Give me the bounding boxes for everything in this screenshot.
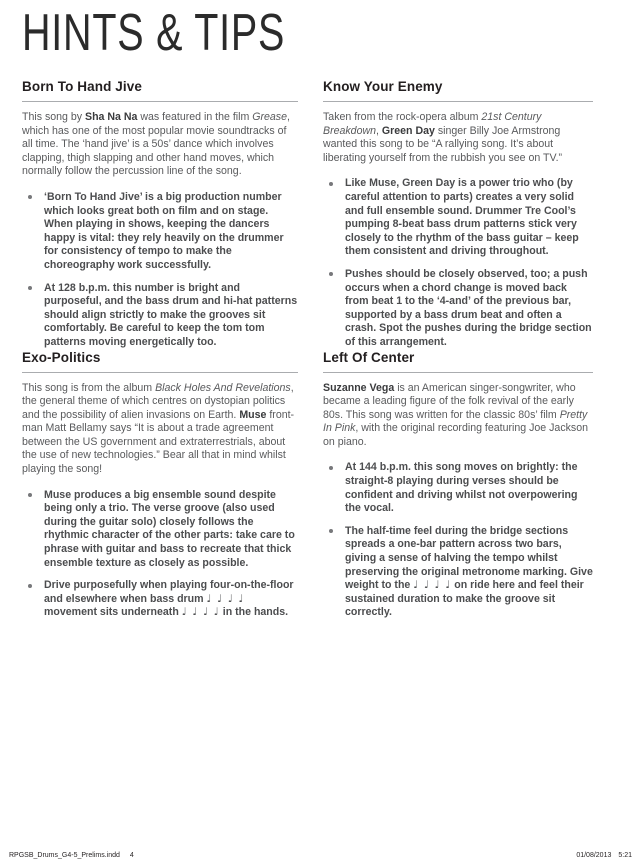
text-segment: Black Holes And Revelations <box>155 381 291 394</box>
text-segment: was featured in the film <box>137 111 253 123</box>
bullet-dot <box>329 272 333 276</box>
text-segment: , <box>376 124 382 137</box>
text-segment: 21st Century Breakdown <box>323 111 542 137</box>
text-segment: Drive purposefully when playing four-on-the-floor and elsewhere when bass drum <box>44 579 294 605</box>
bullet-item <box>323 461 593 515</box>
bullet-item <box>323 525 593 620</box>
bullet-text <box>345 461 578 514</box>
text-segment: Like Muse, Green Day is a power trio who (by careful attention to parts) creates a very solid and full ensemble sound. Drummer Tre Cool’s pumping 8-beat bass drum patterns stick very closely to the rhythm of the bass guitar – keep them consistent and driving throughout. <box>345 177 579 258</box>
section-divider <box>22 101 298 102</box>
section-born-to-hand-jive <box>22 79 298 350</box>
text-segment: ♩ ♩ ♩ ♩ <box>181 606 220 619</box>
bullet-text <box>345 525 593 619</box>
text-segment: ♩ ♩ ♩ ♩ <box>413 579 452 592</box>
text-segment: in the hands. <box>219 606 289 619</box>
bullet-list <box>323 461 593 620</box>
footer-time: 5:21 <box>618 852 632 859</box>
text-segment: This song by <box>22 111 86 123</box>
text-segment: ‘Born To Hand Jive’ is a big production number which looks great both on film and on stage. When playing in shows, keeping the dancers happy is vital: they rely heavily on the drummer for consistency of tempo to make the choreography work successfully. <box>44 190 284 271</box>
section-exo-politics <box>22 350 298 621</box>
bullet-item <box>323 268 593 350</box>
text-segment: Muse produces a big ensemble sound despite being only a trio. The verse groove (also used during the guitar solo) closely follows the rhythmic character of the other parts: take care to phrase with guitar and bass to recreate that thick ensemble texture as closely as possible. <box>44 488 295 569</box>
text-segment: The half-time feel during the bridge sections spreads a one-bar pattern across two bars, giving a sense of halving the tempo whilst preserving the original metronome marking. Give weight to the <box>345 524 593 592</box>
page-title: HINTS & TIPS <box>22 4 286 62</box>
text-segment: Green Day <box>381 124 435 137</box>
bullet-dot <box>28 584 32 588</box>
footer-date: 01/08/2013 <box>576 852 612 859</box>
text-segment: , with the original recording featuring Joe Jackson on piano. <box>323 422 588 448</box>
bullet-dot <box>28 195 32 199</box>
bullet-text <box>44 282 297 348</box>
text-segment: front-man Matt Bellamy says “It is about a trade agreement between the US government and extraterrestrials, about the use of new technologies.” Bear all that in mind whilst playing the song! <box>22 408 295 476</box>
text-segment: Muse <box>239 408 267 421</box>
bullet-item <box>323 177 593 259</box>
text-segment: Sha Na Na <box>85 111 138 123</box>
bullet-text <box>44 489 295 569</box>
text-segment: Pretty In Pink <box>323 408 588 435</box>
text-segment: ♩ ♩ ♩ ♩ <box>206 592 245 605</box>
bullet-dot <box>28 286 32 290</box>
bullet-list <box>22 489 298 620</box>
bullet-list <box>323 177 593 349</box>
text-segment: Suzanne Vega <box>323 381 395 394</box>
bullet-item <box>22 191 298 273</box>
text-segment: At 128 b.p.m. this number is bright and purposeful, and the bass drum and hi-hat patterns should align strictly to make the grooves sit comfortably. Be careful to keep the tom tom patterns moving energetically too. <box>44 281 298 348</box>
bullet-dot <box>329 529 333 533</box>
bullet-text <box>345 177 579 257</box>
footer-page-number: 4 <box>129 852 134 859</box>
section-intro <box>22 382 298 477</box>
section-divider <box>323 372 593 373</box>
content-grid <box>22 79 593 620</box>
footer-file-info <box>9 851 134 861</box>
text-segment: Pushes should be closely observed, too; a push occurs when a chord change is moved back from beat 1 to the ‘4-and’ of the previous bar, supported by a bass drum beat and often a crash. Spot the pushes during the bridge section of this arrangement. <box>345 267 592 348</box>
text-segment: At 144 b.p.m. this song moves on brightly: the straight-8 playing during verses should be confident and driving whilst not overpowering the vocal. <box>345 461 578 515</box>
bullet-text <box>44 579 294 618</box>
section-intro <box>323 382 593 450</box>
bullet-text <box>44 191 284 271</box>
text-segment: singer Billy Joe Armstrong wanted this song to be “A rallying song. It’s about liberating yourself from the rubbish you see on TV.” <box>323 124 563 164</box>
bullet-item <box>22 282 298 350</box>
text-segment: Grease <box>252 111 287 123</box>
text-segment: , the general theme of which centres on dystopian politics and the possibility of alien invasions on Earth. <box>22 381 294 421</box>
section-heading: Exo-Politics <box>22 349 101 365</box>
section-know-your-enemy <box>323 79 593 350</box>
text-segment: is an American singer-songwriter, who became a leading figure of the folk revival of the early 80s. This song was written for the classic 80s’ film <box>323 381 576 421</box>
footer-timestamp <box>576 851 632 861</box>
text-segment: Taken from the rock-opera album <box>323 111 482 123</box>
bullet-item <box>22 489 298 571</box>
text-segment: This song is from the album <box>22 381 156 394</box>
bullet-item <box>22 579 298 620</box>
text-segment: on ride here and feel their sustained duration to make the groove sit correctly. <box>345 579 584 619</box>
section-left-of-center <box>323 350 593 621</box>
bullet-dot <box>28 493 32 497</box>
bullet-text <box>345 268 592 348</box>
footer-filename: RPGSB_Drums_G4-5_Prelims.indd <box>9 852 120 859</box>
section-intro <box>22 111 298 179</box>
section-heading: Left Of Center <box>323 349 415 365</box>
section-divider <box>22 372 298 373</box>
section-heading: Know Your Enemy <box>323 79 443 94</box>
section-intro <box>323 111 593 165</box>
bullet-dot <box>329 466 333 470</box>
page-footer <box>0 851 639 861</box>
bullet-dot <box>329 182 333 186</box>
text-segment: , which has one of the most popular movie soundtracks of all time. The ‘hand jive’ is a 50s’ dance which involves clapping, thigh slapping and other hand moves, which normally follow the percussion line of the song. <box>22 111 290 178</box>
bullet-list <box>22 191 298 350</box>
section-divider <box>323 101 593 102</box>
text-segment: movement sits underneath <box>44 606 182 619</box>
section-heading: Born To Hand Jive <box>22 79 142 94</box>
